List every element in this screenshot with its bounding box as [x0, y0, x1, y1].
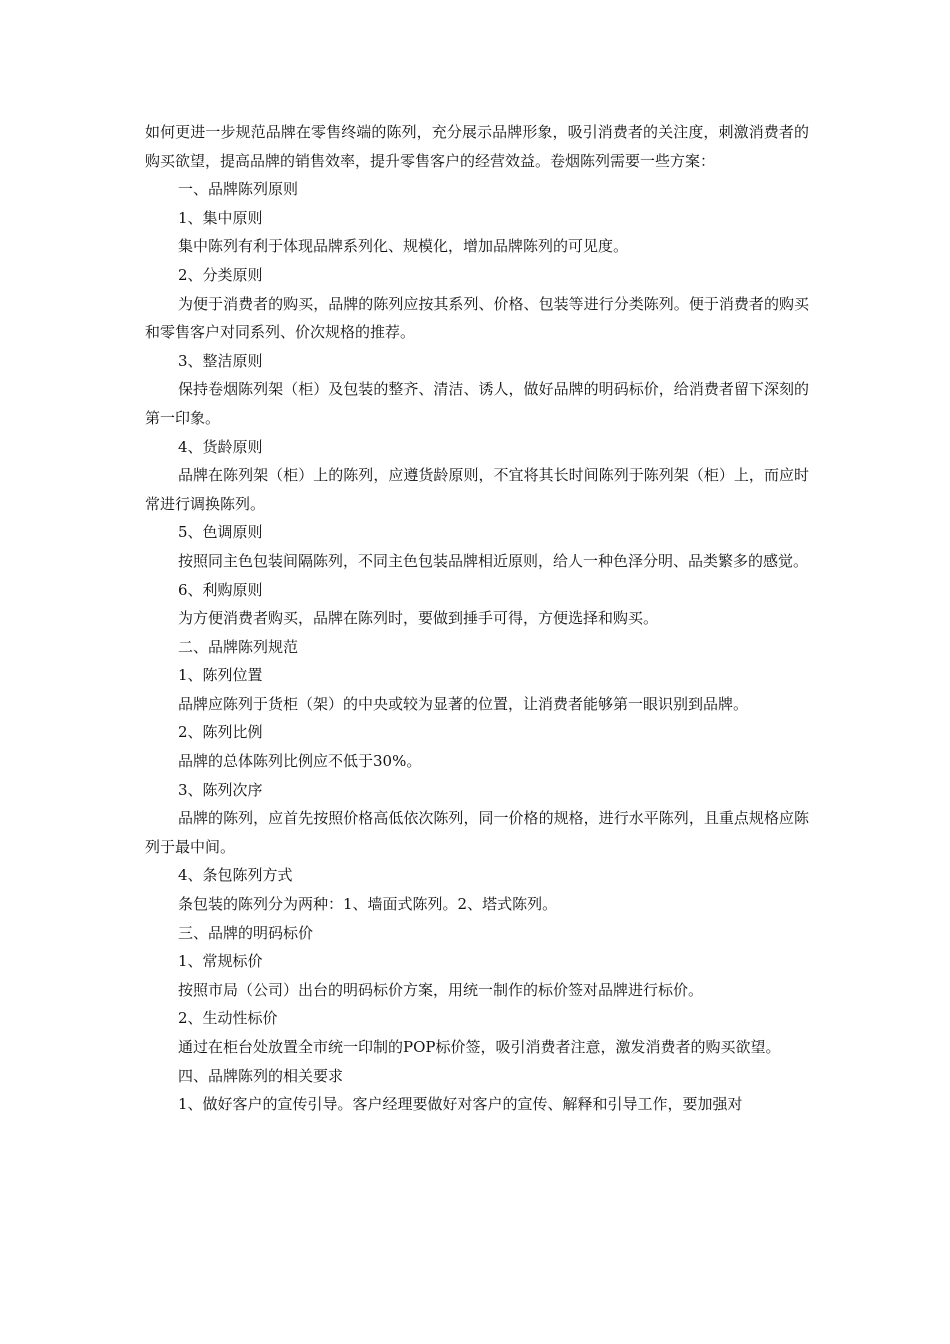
- section-heading: 三、品牌的明码标价: [178, 923, 314, 942]
- body-paragraph: 品牌的陈列，应首先按照价格高低依次陈列，同一价格的规格，进行水平陈列，且重点规格应陈列于最中间。: [145, 809, 809, 856]
- subsection-heading: 6、利购原则: [178, 580, 263, 599]
- body-paragraph: 集中陈列有利于体现品牌系列化、规模化，增加品牌陈列的可见度。: [178, 237, 629, 256]
- body-paragraph: 条包装的陈列分为两种：1、墙面式陈列。2、塔式陈列。: [178, 895, 558, 914]
- subsection-heading: 5、色调原则: [178, 523, 263, 542]
- section-heading: 四、品牌陈列的相关要求: [178, 1066, 344, 1085]
- subsection-heading: 1、陈列位置: [178, 666, 263, 685]
- body-paragraph: 保持卷烟陈列架（柜）及包装的整齐、清洁、诱人，做好品牌的明码标价，给消费者留下深刻的第一印象。: [145, 380, 809, 427]
- subsection-heading: 1、常规标价: [178, 952, 263, 971]
- body-paragraph: 通过在柜台处放置全市统一印制的POP标价签，吸引消费者注意，激发消费者的购买欲望。: [178, 1038, 781, 1056]
- subsection-heading: 2、陈列比例: [178, 723, 263, 742]
- subsection-heading: 4、条包陈列方式: [178, 866, 293, 885]
- subsection-heading: 1、集中原则: [178, 208, 263, 227]
- body-paragraph: 品牌应陈列于货柜（架）的中央或较为显著的位置，让消费者能够第一眼识别到品牌。: [178, 694, 749, 713]
- document-body: [145, 118, 809, 1119]
- subsection-heading: 2、分类原则: [178, 265, 263, 284]
- body-paragraph: 按照同主色包装间隔陈列，不同主色包装品牌相近原则，给人一种色泽分明、品类繁多的感觉。: [178, 551, 809, 570]
- section-heading: 一、品牌陈列原则: [178, 180, 299, 199]
- intro-paragraph: 如何更进一步规范品牌在零售终端的陈列，充分展示品牌形象，吸引消费者的关注度，刺激消费者的购买欲望，提高品牌的销售效率，提升零售客户的经营效益。卷烟陈列需要一些方案：: [145, 123, 809, 170]
- body-paragraph: 为方便消费者购买，品牌在陈列时，要做到捶手可得，方便选择和购买。: [178, 609, 659, 628]
- body-paragraph: 为便于消费者的购买，品牌的陈列应按其系列、价格、包装等进行分类陈列。便于消费者的购买和零售客户对同系列、价次规格的推荐。: [145, 294, 809, 342]
- section-heading: 二、品牌陈列规范: [178, 637, 299, 656]
- subsection-heading: 3、整洁原则: [178, 351, 263, 370]
- body-paragraph: 按照市局（公司）出台的明码标价方案，用统一制作的标价签对品牌进行标价。: [178, 980, 704, 999]
- body-paragraph: 1、做好客户的宣传引导。客户经理要做好对客户的宣传、解释和引导工作，要加强对: [178, 1095, 743, 1114]
- subsection-heading: 2、生动性标价: [178, 1009, 278, 1028]
- subsection-heading: 4、货龄原则: [178, 437, 263, 456]
- subsection-heading: 3、陈列次序: [178, 780, 263, 799]
- body-paragraph: 品牌在陈列架（柜）上的陈列，应遵货龄原则，不宜将其长时间陈列于陈列架（柜）上，而应时常进行调换陈列。: [145, 466, 809, 513]
- body-paragraph: 品牌的总体陈列比例应不低于30%。: [178, 752, 422, 771]
